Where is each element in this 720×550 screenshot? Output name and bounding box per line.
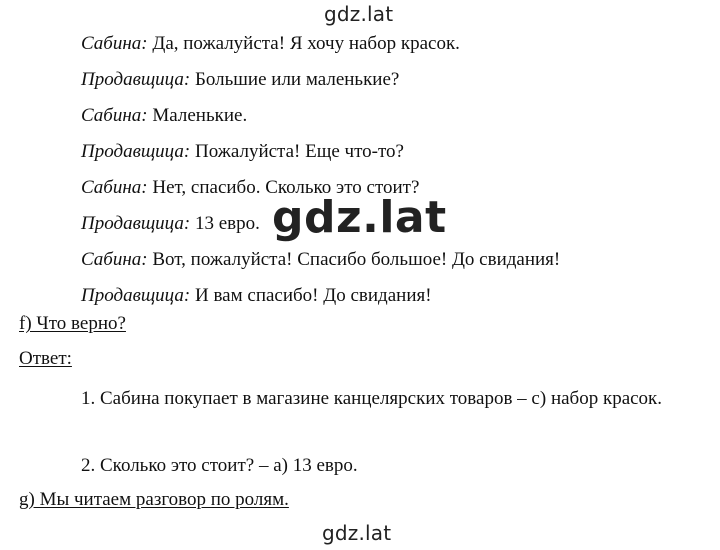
speaker-name: Сабина :: [81, 33, 148, 54]
answer-label: Ответ:: [19, 348, 72, 369]
dialogue-line: [81, 102, 701, 138]
utterance: И вам спасибо! До свидания!: [190, 285, 432, 306]
utterance: Большие или маленькие?: [190, 69, 400, 90]
speaker-name: Продавщица :: [81, 213, 190, 234]
utterance: Пожалуйста! Еще что-то?: [190, 141, 404, 162]
answer-item-2: 2. Сколько это стоит? – a) 13 евро.: [81, 455, 358, 476]
speaker-name: Продавщица :: [81, 285, 190, 306]
exercise-g-heading: g) Мы читаем разговор по ролям.: [19, 489, 289, 510]
utterance: Маленькие.: [147, 105, 248, 126]
answer-item-1: 1. Сабина покупает в магазине канцелярских товаров – c) набор красок.: [81, 388, 663, 409]
dialogue: [81, 30, 701, 318]
dialogue-line: [81, 30, 701, 66]
speaker-name: Сабина :: [81, 177, 148, 198]
utterance: 13 евро.: [190, 213, 260, 234]
speaker-name: Сабина :: [81, 105, 148, 126]
watermark-center: gdz.lat: [272, 192, 447, 243]
utterance: Вот, пожалуйста! Спасибо большое! До свидания!: [147, 249, 561, 270]
utterance: Да, пожалуйста! Я хочу набор красок.: [147, 33, 460, 54]
dialogue-line: [81, 282, 701, 318]
speaker-name: Продавщица :: [81, 141, 190, 162]
dialogue-line: [81, 66, 701, 102]
speaker-name: Сабина :: [81, 249, 148, 270]
utterance: Нет, спасибо. Сколько это стоит?: [147, 177, 420, 198]
speaker-name: Продавщица :: [81, 69, 190, 90]
dialogue-line: [81, 138, 701, 174]
watermark-bottom: gdz.lat: [322, 521, 392, 545]
exercise-f-heading: f) Что верно?: [19, 313, 126, 334]
dialogue-line: [81, 246, 701, 282]
watermark-top: gdz.lat: [324, 2, 394, 26]
